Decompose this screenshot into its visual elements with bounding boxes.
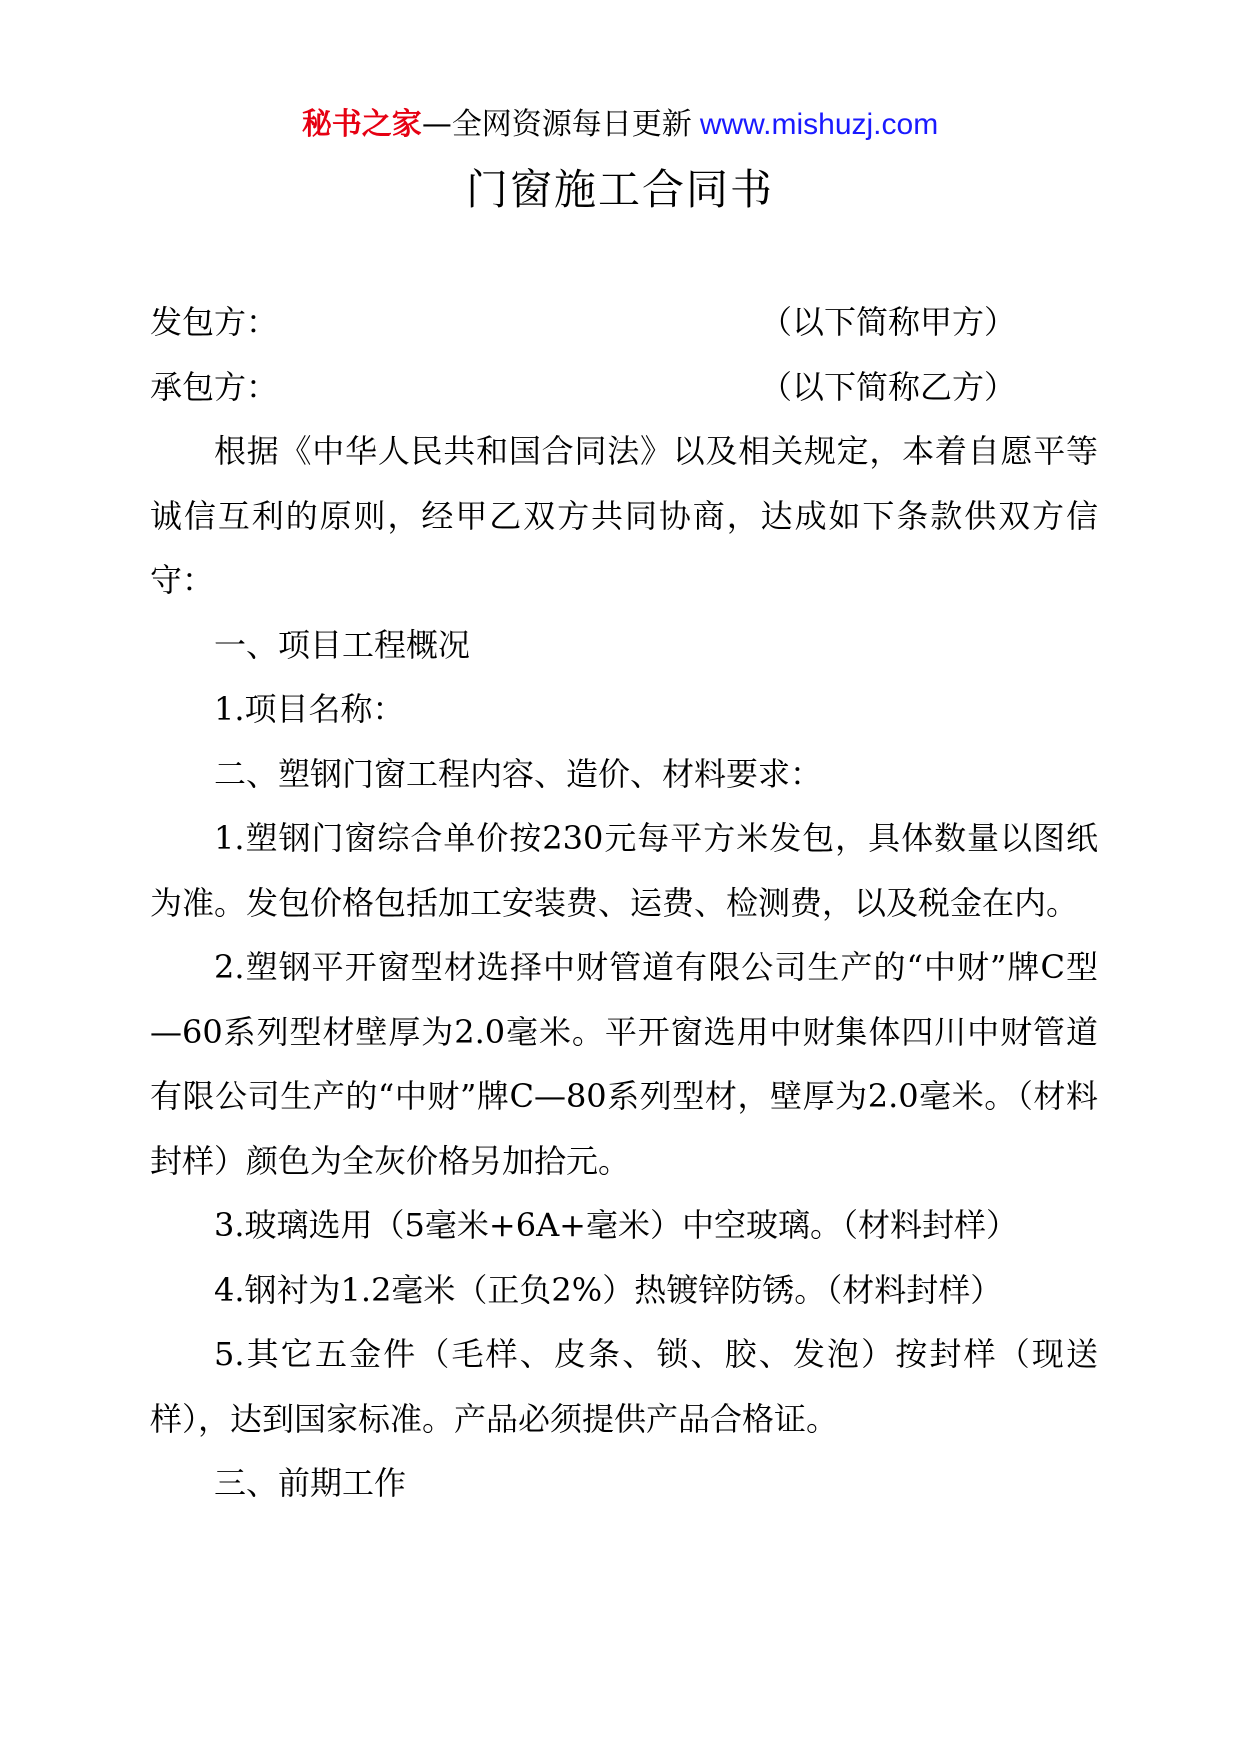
party-a-label: 发包方： xyxy=(150,303,279,341)
clause-2-1: 1.塑钢门窗综合单价按230元每平方米发包，具体数量以图纸为准。发包价格包括加工安装费、运费、检测费，以及税金在内。 xyxy=(150,819,1098,922)
party-a-line xyxy=(150,290,1098,355)
clause-2-3: 3.玻璃选用（5毫米+6A+毫米）中空玻璃。（材料封样） xyxy=(214,1206,1018,1244)
site-url-link[interactable]: www.mishuzj.com xyxy=(699,108,939,141)
banner-tagline: —全网资源每日更新 xyxy=(421,107,692,142)
clause-1-1: 1.项目名称： xyxy=(214,690,405,728)
section-heading-1: 一、项目工程概况 xyxy=(214,625,471,664)
document-title: 门窗施工合同书 xyxy=(465,165,774,214)
section-heading-2: 二、塑钢门窗工程内容、造价、材料要求： xyxy=(214,754,823,793)
section-heading-3: 三、前期工作 xyxy=(214,1464,407,1502)
party-a-note: （以下简称甲方） xyxy=(760,303,1017,341)
party-b-line xyxy=(150,355,1098,420)
clause-2-2: 2.塑钢平开窗型材选择中财管道有限公司生产的“中财”牌C型—60系列型材壁厚为2.0毫米。平开窗选用中财集体四川中财管道有限公司生产的“中财”牌C—80系列型材，壁厚为2.0毫米。（材料封样）颜色为全灰价格另加拾元。 xyxy=(150,948,1098,1180)
site-banner xyxy=(0,100,1240,150)
clause-2-4: 4.钢衬为1.2毫米（正负2%）热镀锌防锈。（材料封样） xyxy=(214,1270,1003,1309)
party-b-label: 承包方： xyxy=(150,367,279,406)
clause-2-5: 5.其它五金件（毛样、皮条、锁、胶、发泡）按封样（现送样），达到国家标准。产品必须提供产品合格证。 xyxy=(150,1335,1098,1438)
brand-name: 秘书之家 xyxy=(301,107,422,142)
preamble-paragraph: 根据《中华人民共和国合同法》以及相关规定，本着自愿平等诚信互利的原则，经甲乙双方共同协商，达成如下条款供双方信守： xyxy=(150,432,1098,599)
party-b-note: （以下简称乙方） xyxy=(760,367,1017,406)
document-body xyxy=(150,290,1098,1516)
